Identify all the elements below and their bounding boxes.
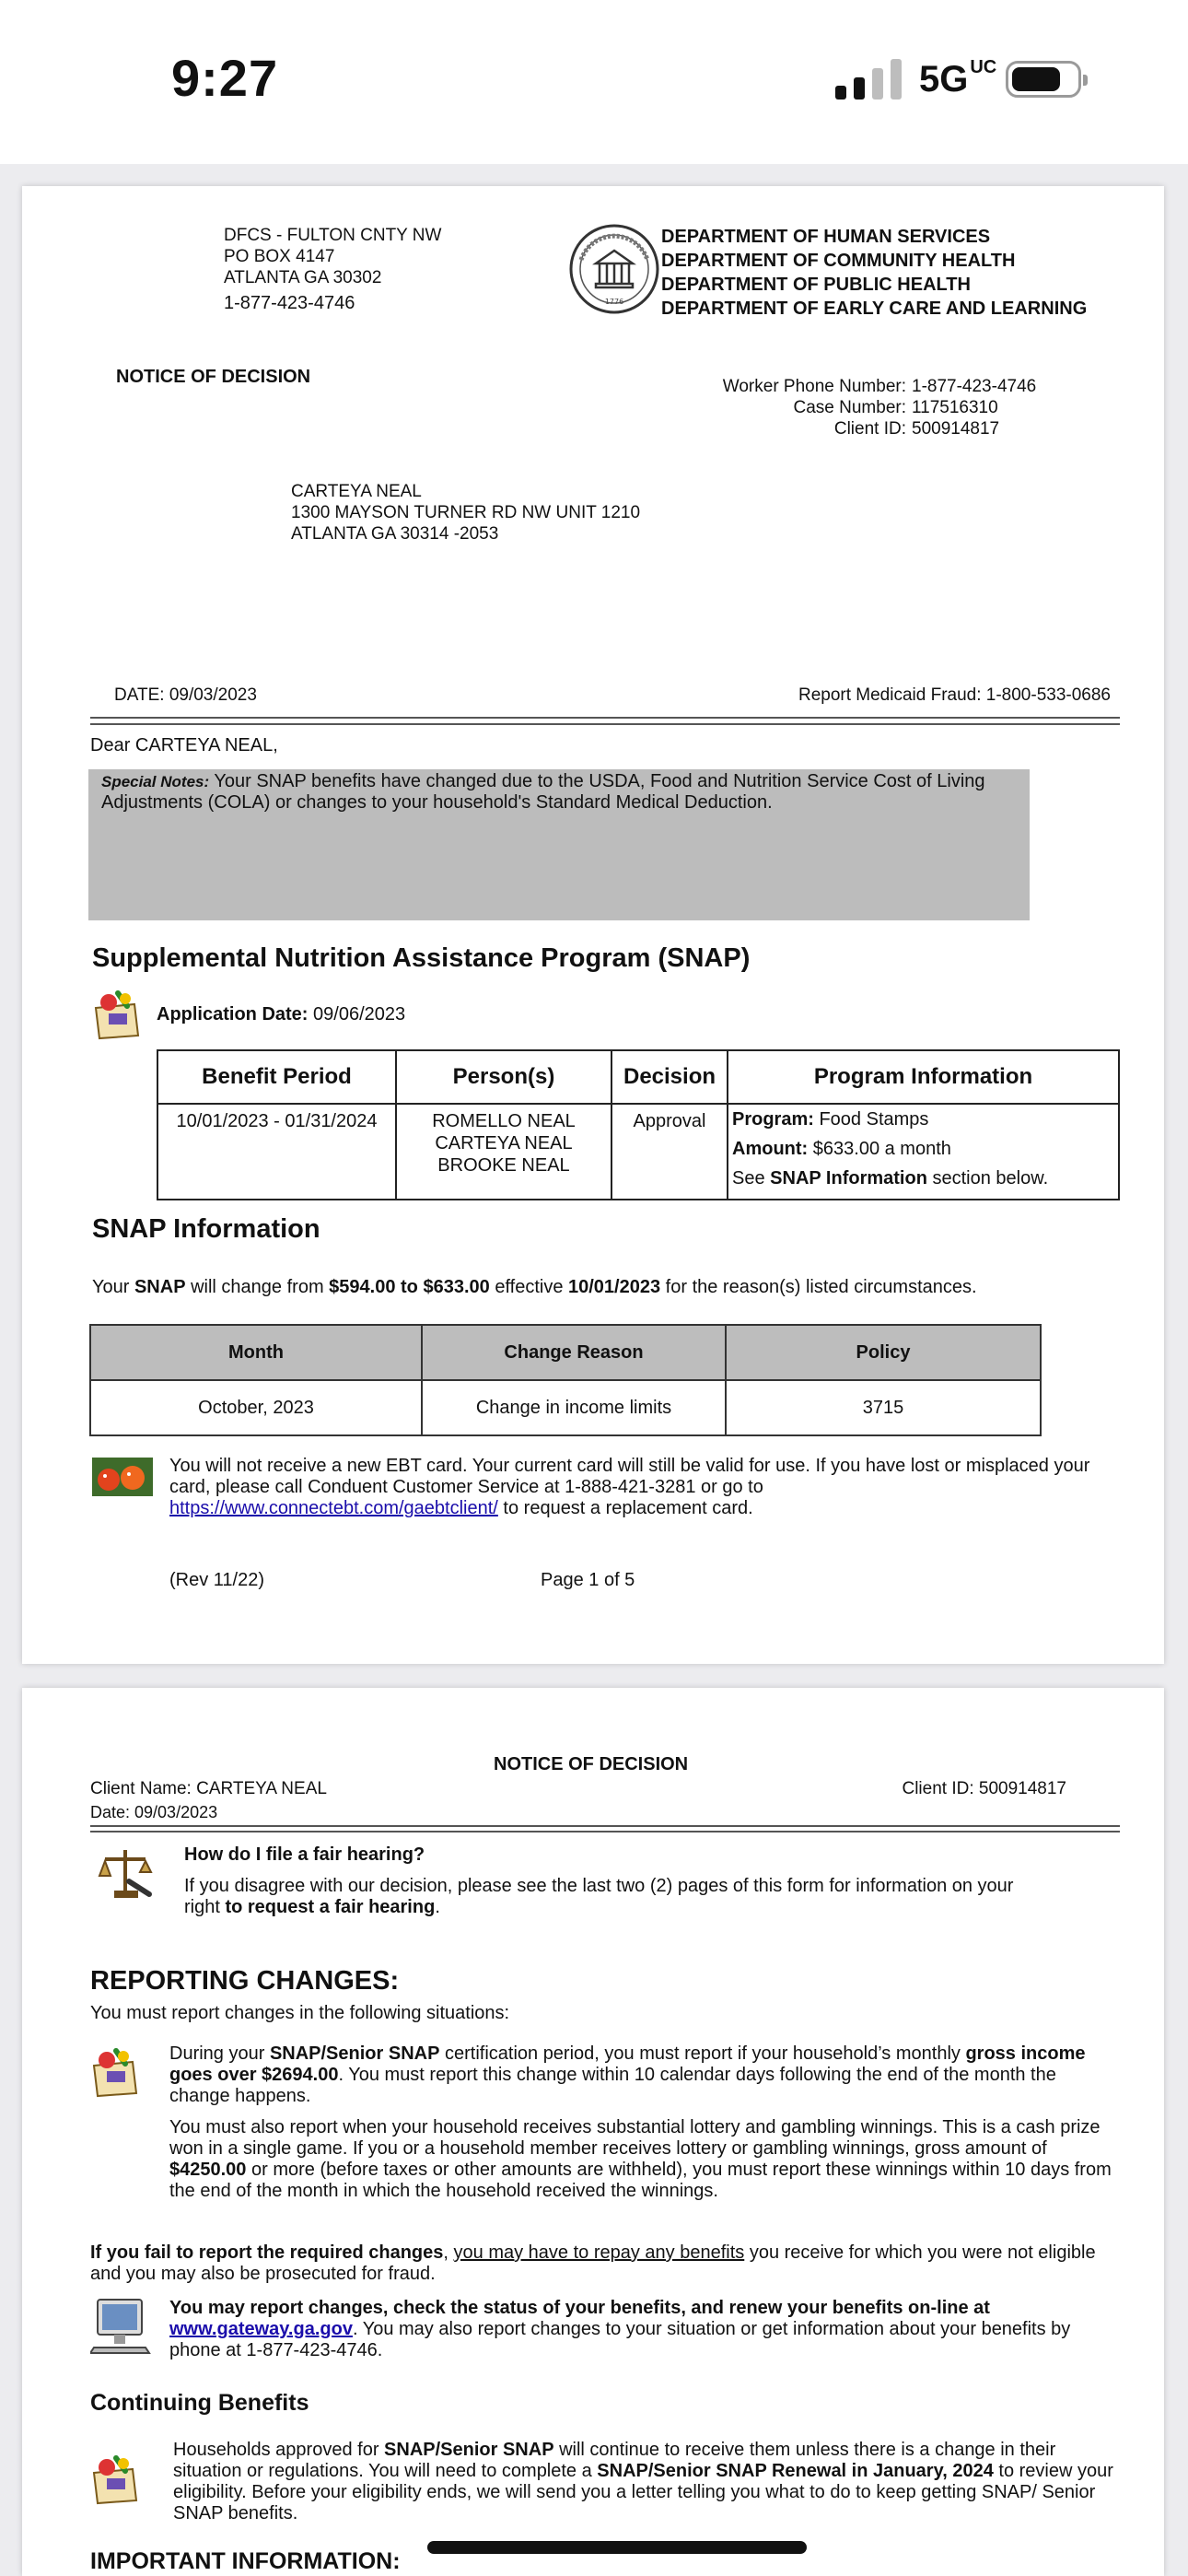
rep-text: certification period, you must report if your household’s monthly xyxy=(439,2043,966,2064)
table-cell: October, 2023 xyxy=(90,1380,422,1435)
special-notes-label: Special Notes: xyxy=(101,773,210,790)
program-value: Food Stamps xyxy=(819,1109,929,1130)
change-table xyxy=(89,1324,1042,1436)
change-text: Your xyxy=(92,1277,134,1297)
rep-text: or more (before taxes or other amounts are withheld), you must report these winnings within 10 days from the end of the month in which the household received the winnings. xyxy=(169,2160,1112,2201)
hearing-bold: to request a fair hearing xyxy=(225,1897,436,1917)
client-id-value: 500914817 xyxy=(912,419,1000,439)
hearing-text-end: . xyxy=(435,1897,440,1917)
document-page-2 xyxy=(22,1688,1164,2576)
cont-bold: SNAP/Senior SNAP xyxy=(384,2440,554,2460)
persons-cell xyxy=(396,1104,611,1200)
divider xyxy=(90,723,1120,725)
case-number-value: 117516310 xyxy=(912,398,998,417)
fail-text: , xyxy=(443,2242,454,2263)
column-header: Change Reason xyxy=(422,1325,726,1380)
svg-text:1776: 1776 xyxy=(604,298,624,306)
status-bar xyxy=(0,0,1188,164)
case-info xyxy=(575,376,1109,439)
rep-lottery-amount: $4250.00 xyxy=(169,2160,247,2180)
online-bold: You may report changes, check the status of your benefits, and renew your benefits on-line at xyxy=(169,2298,990,2318)
column-header: Program Information xyxy=(728,1050,1119,1104)
ebt-replacement-link[interactable]: https://www.connectebt.com/gaebtclient/ xyxy=(169,1498,498,1518)
amount-label: Amount: xyxy=(732,1139,809,1159)
online-reporting xyxy=(169,2298,1100,2361)
column-header: Person(s) xyxy=(396,1050,611,1104)
divider xyxy=(90,1831,1120,1832)
reporting-item-lottery xyxy=(169,2117,1118,2202)
office-line-1: DFCS - FULTON CNTY NW xyxy=(224,226,442,245)
rep-income-limit: gross income goes over $2694.00 xyxy=(169,2043,1086,2085)
page-number: Page 1 of 5 xyxy=(541,1570,635,1590)
column-header: Decision xyxy=(611,1050,728,1104)
fraud-hotline: Report Medicaid Fraud: 1-800-533-0686 xyxy=(798,685,1111,705)
client-id-label: Client ID: xyxy=(833,419,906,439)
case-number-label: Case Number: xyxy=(793,398,906,417)
cont-text: Households approved for xyxy=(173,2440,385,2460)
home-indicator[interactable] xyxy=(427,2541,807,2554)
continuing-benefits-text xyxy=(173,2440,1122,2524)
ebt-text: You will not receive a new EBT card. Your current card will still be valid for use. If you have lost or misplaced your card, please call Conduent Customer Service at 1-888-421-3281 or go to xyxy=(169,1456,1090,1497)
table-header-row xyxy=(157,1050,1119,1104)
column-header: Benefit Period xyxy=(157,1050,396,1104)
produce-icon xyxy=(92,1458,153,1496)
online-text: . You may also report changes to your situation or get information about your benefits by phone at 1-877-423-4746. xyxy=(169,2319,1071,2360)
hearing-text: If you disagree with our decision, please see the last two (2) pages of this form for information on your right xyxy=(184,1876,1014,1917)
table-row xyxy=(90,1380,1041,1435)
scales-of-justice-icon xyxy=(96,1844,155,1902)
fair-hearing-question: How do I file a fair hearing? xyxy=(184,1844,425,1865)
office-address xyxy=(224,225,441,314)
department-1: DEPARTMENT OF HUMAN SERVICES xyxy=(661,227,991,247)
rep-text: During your xyxy=(169,2043,270,2064)
office-line-2: PO BOX 4147 xyxy=(224,247,335,266)
program-info-cell xyxy=(728,1104,1119,1200)
battery-icon xyxy=(1006,61,1081,98)
fail-underline: you may have to repay any benefits xyxy=(453,2242,745,2263)
program-label: Program: xyxy=(732,1109,814,1130)
table-cell: Change in income limits xyxy=(422,1380,726,1435)
network-sup: UC xyxy=(970,57,997,77)
office-line-3: ATLANTA GA 30302 xyxy=(224,268,382,287)
snap-section-title: Supplemental Nutrition Assistance Program (SNAP) xyxy=(92,943,751,973)
fail-to-report-warning xyxy=(90,2242,1103,2285)
divider xyxy=(90,717,1120,719)
worker-phone-label: Worker Phone Number: xyxy=(722,377,906,396)
table-header-row xyxy=(90,1325,1041,1380)
notice-title: NOTICE OF DECISION xyxy=(116,367,311,387)
ebt-text-2: to request a replacement card. xyxy=(503,1498,753,1518)
rep-bold: SNAP/Senior SNAP xyxy=(269,2043,440,2064)
change-sentence xyxy=(92,1277,977,1298)
recipient-name: CARTEYA NEAL xyxy=(291,482,422,501)
reporting-item-income xyxy=(169,2043,1118,2107)
grocery-bag-icon xyxy=(88,988,146,1041)
notice-date-page-2: Date: 09/03/2023 xyxy=(90,1803,218,1821)
decision-value: Approval xyxy=(611,1104,728,1200)
special-notes-box xyxy=(88,769,1030,920)
ebt-notice xyxy=(169,1456,1109,1519)
amount-value: $633.00 a month xyxy=(812,1139,951,1159)
cont-text: to review your eligibility. Before your eligibility ends, we will send you a letter telling you what to do to keep getting SNAP/ Senior SNAP benefits. xyxy=(173,2461,1113,2523)
see-text-post: section below. xyxy=(932,1168,1049,1188)
person-name: BROOKE NEAL xyxy=(437,1155,570,1176)
see-bold: SNAP Information xyxy=(770,1168,927,1188)
fail-text: you receive for which you were not eligible and you may also be prosecuted for fraud. xyxy=(90,2242,1096,2284)
column-header: Month xyxy=(90,1325,422,1380)
department-3: DEPARTMENT OF PUBLIC HEALTH xyxy=(661,275,971,295)
change-effective-date: 10/01/2023 xyxy=(568,1277,661,1297)
benefit-period: 10/01/2023 - 01/31/2024 xyxy=(157,1104,396,1200)
recipient-address xyxy=(291,481,640,544)
rep-text: You must also report when your household receives substantial lottery and gambling winnings. This is a cash prize won in a single game. If you or a household member receives lottery or gambling winnings, gross amount of xyxy=(169,2117,1101,2159)
recipient-city: ATLANTA GA 30314 -2053 xyxy=(291,524,499,544)
column-header: Policy xyxy=(726,1325,1041,1380)
person-name: CARTEYA NEAL xyxy=(435,1133,573,1153)
department-4: DEPARTMENT OF EARLY CARE AND LEARNING xyxy=(661,299,1088,319)
revision-label: (Rev 11/22) xyxy=(169,1570,265,1590)
georgia-seal-icon xyxy=(568,223,660,315)
important-information-title: IMPORTANT INFORMATION: xyxy=(90,2548,401,2574)
application-date xyxy=(157,1004,405,1025)
office-phone: 1-877-423-4746 xyxy=(224,293,355,313)
notice-title-page-2: NOTICE OF DECISION xyxy=(494,1754,689,1774)
network-label: 5G xyxy=(919,59,969,100)
benefit-table xyxy=(157,1049,1120,1200)
departments-list xyxy=(661,225,1087,321)
client-name: Client Name: CARTEYA NEAL xyxy=(90,1779,327,1798)
computer-icon xyxy=(90,2296,153,2357)
continuing-benefits-title: Continuing Benefits xyxy=(90,2390,309,2416)
change-bold: SNAP xyxy=(134,1277,186,1297)
status-time: 9:27 xyxy=(171,49,279,107)
network-indicator xyxy=(919,59,996,100)
change-text: for the reason(s) listed circumstances. xyxy=(660,1277,977,1297)
signal-icon xyxy=(835,57,902,100)
reporting-changes-title: REPORTING CHANGES: xyxy=(90,1966,400,1996)
grocery-bag-icon xyxy=(87,2453,144,2506)
salutation: Dear CARTEYA NEAL, xyxy=(90,735,278,755)
fail-bold: If you fail to report the required changes xyxy=(90,2242,444,2263)
person-name: ROMELLO NEAL xyxy=(432,1111,576,1131)
worker-phone-value: 1-877-423-4746 xyxy=(912,377,1037,396)
reporting-intro: You must report changes in the following situations: xyxy=(90,2003,510,2023)
table-cell: 3715 xyxy=(726,1380,1041,1435)
application-date-label: Application Date: xyxy=(157,1004,309,1025)
notice-date: DATE: 09/03/2023 xyxy=(114,685,257,705)
table-row xyxy=(157,1104,1119,1200)
cont-renewal: SNAP/Senior SNAP Renewal in January, 2024 xyxy=(597,2461,994,2481)
department-2: DEPARTMENT OF COMMUNITY HEALTH xyxy=(661,251,1016,271)
change-amounts: $594.00 to $633.00 xyxy=(329,1277,490,1297)
gateway-link[interactable]: www.gateway.ga.gov xyxy=(169,2319,353,2339)
snap-info-title: SNAP Information xyxy=(92,1214,320,1244)
see-text: See xyxy=(732,1168,765,1188)
cont-text: will continue to receive them unless there is a change in their situation or regulations. You will need to complete a xyxy=(173,2440,1056,2481)
change-text: effective xyxy=(489,1277,568,1297)
divider xyxy=(90,1825,1120,1827)
fair-hearing-text xyxy=(184,1876,1031,1918)
recipient-street: 1300 MAYSON TURNER RD NW UNIT 1210 xyxy=(291,503,641,522)
rep-text: . You must report this change within 10 calendar days following the end of the month the change happens. xyxy=(169,2065,1056,2106)
special-notes-text: Your SNAP benefits have changed due to the USDA, Food and Nutrition Service Cost of Living Adjustments (COLA) or changes to your household's Standard Medical Deduction. xyxy=(101,771,985,813)
grocery-bag-icon xyxy=(87,2045,144,2099)
document-page-1 xyxy=(22,186,1164,1664)
application-date-value: 09/06/2023 xyxy=(313,1004,406,1025)
change-text: will change from xyxy=(185,1277,330,1297)
client-id: Client ID: 500914817 xyxy=(902,1779,1066,1798)
